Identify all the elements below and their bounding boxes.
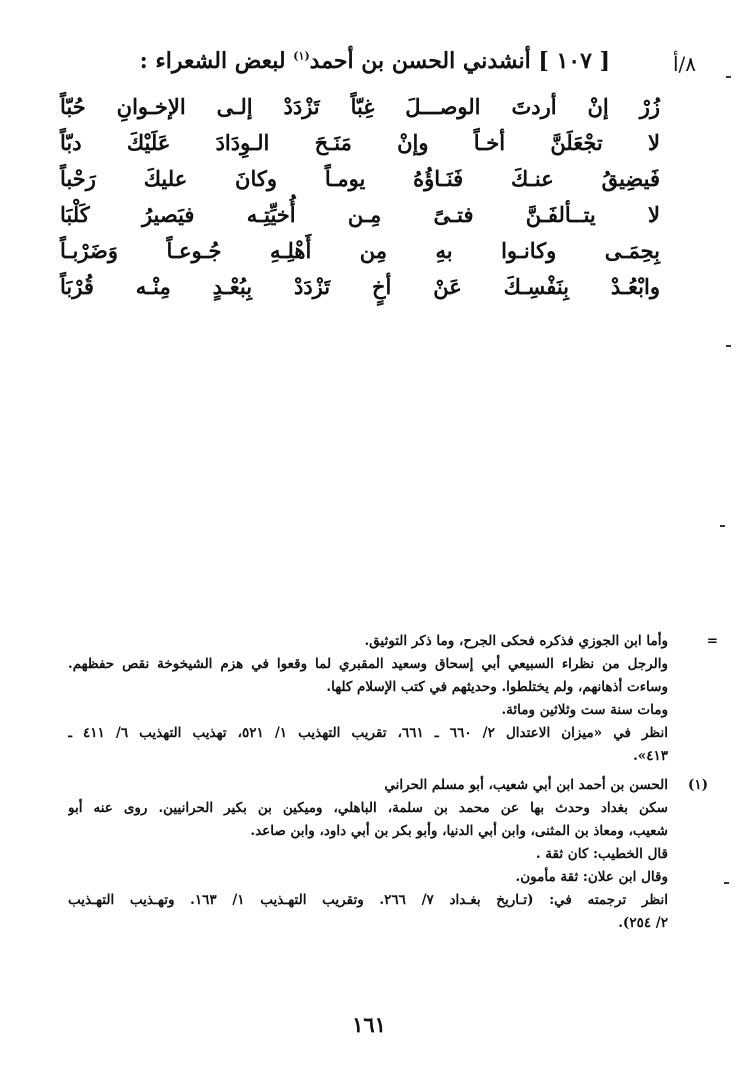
note-line: وأما ابن الجوزي فذكره فحكى الجرح، وما ذكر التوثيق. bbox=[364, 633, 668, 649]
verse-word: فيَصيرُ bbox=[141, 201, 195, 227]
section-heading bbox=[139, 48, 610, 74]
verse-word: الـوِدَادَ bbox=[215, 129, 270, 155]
verse-word: عنـكَ bbox=[511, 165, 554, 191]
verse-word: إنْ bbox=[587, 93, 609, 119]
note-line: قال الخطيب: كان ثقة . bbox=[535, 846, 668, 862]
verse-word: عَنْ bbox=[433, 273, 462, 299]
verse-word: مِنْـه bbox=[135, 273, 171, 299]
continuation-marker: = bbox=[706, 633, 718, 649]
margin-mark bbox=[724, 882, 729, 884]
note-line: وقال ابن علان: ثقة مأمون. bbox=[515, 869, 668, 885]
verse-word: وكانـوا bbox=[501, 237, 557, 263]
margin-mark bbox=[726, 345, 731, 347]
note-line: شعيب، ومعاذ بن المثنى، وابن أبي الدنيا، وأبو بكر بن أبي داود، وابن صاعد. bbox=[250, 823, 668, 839]
verse-word: دبّاً bbox=[60, 129, 82, 155]
note-line: ٤١٣». bbox=[633, 748, 668, 764]
verse-line bbox=[60, 268, 660, 304]
poem bbox=[60, 88, 660, 304]
note-line: ٢/ ٢٥٤). bbox=[618, 915, 668, 931]
verse-word: وابْعُـدْ bbox=[610, 273, 660, 299]
page-number: ١٦١ bbox=[352, 1012, 386, 1037]
note-line: ومات سنة ست وثلاثين ومائة. bbox=[501, 702, 668, 718]
verse-word: فتـىً bbox=[433, 201, 474, 227]
verse-word: لا bbox=[648, 201, 660, 227]
note-line: سكن بغداد وحدث بها عن محمد بن سلمة، الباهلي، وميكين بن بكير الحرانيين. روى عنه أبو bbox=[68, 800, 668, 816]
verse-line bbox=[60, 232, 660, 268]
footnote-1-marker: (١) bbox=[687, 777, 708, 793]
verse-line bbox=[60, 160, 660, 196]
verse-line bbox=[60, 88, 660, 124]
verse-word: يومـاً bbox=[324, 165, 366, 191]
verse-word: عَلَيْكَ bbox=[126, 129, 171, 155]
verse-word: مِـن bbox=[347, 201, 382, 227]
verse-word: أخـاً bbox=[473, 129, 506, 155]
verse-word: تَزْدَدْ bbox=[293, 273, 331, 299]
verse-word: كَلْبَا bbox=[60, 201, 90, 227]
verse-word: أردتَ bbox=[511, 93, 557, 119]
verse-word: أَهْلِـهِ bbox=[270, 237, 312, 263]
footnote-1 bbox=[68, 774, 708, 935]
note-line: وساءت أذهانهم، ولم يختلطوا. وحديثهم في كتب الإسلام كلها. bbox=[326, 679, 668, 695]
verse-line bbox=[60, 196, 660, 232]
verse-word: إلـى bbox=[216, 93, 253, 119]
verse-word: لا bbox=[648, 129, 660, 155]
verse-word: أُخيِّتِـه bbox=[246, 201, 296, 227]
verse-word: قُرْبَاً bbox=[60, 273, 94, 299]
verse-word: وَضَرْبـاً bbox=[60, 237, 118, 263]
margin-mark bbox=[726, 76, 731, 78]
margin-mark bbox=[720, 525, 725, 527]
continuation-note bbox=[68, 630, 718, 768]
verse-word: بِنَفْسِـكَ bbox=[503, 273, 569, 299]
verse-word: الإخـوانِ bbox=[116, 93, 186, 119]
verse-word: تَزْدَدْ bbox=[283, 93, 320, 119]
verse-line bbox=[60, 124, 660, 160]
verse-word: فَنَـاؤُهُ bbox=[413, 165, 464, 191]
note-line: انظر ترجمته في: (تـاريخ بغـداد ٧/ ٢٦٦. وتقريب التهـذيب ١/ ١٦٣. وتهـذيب التهـذيب bbox=[68, 892, 668, 908]
verse-word: تجْعَلَنَّ bbox=[550, 129, 603, 155]
note-line: الحسن بن أحمد ابن أبي شعيب، أبو مسلم الحراني bbox=[384, 777, 668, 793]
footnotes bbox=[68, 630, 718, 935]
heading-main: [ ١٠٧ ] أنشدني الحسن بن أحمد bbox=[309, 48, 610, 74]
verse-word: يتــألفَـنَّ bbox=[525, 201, 596, 227]
verse-word: بهِ bbox=[435, 237, 453, 263]
verse-word: بِحِمَـى bbox=[604, 237, 660, 263]
verse-word: حُبّاً bbox=[60, 93, 86, 119]
verse-word: مِن bbox=[359, 237, 388, 263]
verse-word: وكانَ bbox=[235, 165, 278, 191]
verse-word: رَحْباً bbox=[60, 165, 96, 191]
verse-word: أخٍ bbox=[371, 273, 392, 299]
verse-word: عليكَ bbox=[143, 165, 188, 191]
verse-word: الوصـــلَ bbox=[405, 93, 481, 119]
verse-word: بِبُعْـدٍ bbox=[212, 273, 253, 299]
note-line: انظر في «ميزان الاعتدال ٢/ ٦٦٠ ـ ٦٦١، تقريب التهذيب ١/ ٥٢١، تهذيب التهذيب ٦/ ٤١١ ـ bbox=[68, 725, 668, 741]
verse-word: فَيضِيقُ bbox=[601, 165, 660, 191]
verse-word: غِبّاً bbox=[350, 93, 375, 119]
verse-word: جُـوعـاً bbox=[166, 237, 222, 263]
heading-rest: لبعض الشعراء : bbox=[139, 48, 294, 74]
verse-word: مَنَـحَ bbox=[314, 129, 352, 155]
verse-word: زُرْ bbox=[639, 93, 660, 119]
folio-marker: ٨/أ bbox=[672, 52, 696, 76]
note-line: والرجل من نظراء السبيعي أبي إسحاق وسعيد المقبري لما وقعوا في هزم الشيخوخة نقص حفظهم. bbox=[68, 656, 668, 672]
verse-word: وإنْ bbox=[397, 129, 429, 155]
footnote-ref: (١) bbox=[293, 49, 310, 63]
